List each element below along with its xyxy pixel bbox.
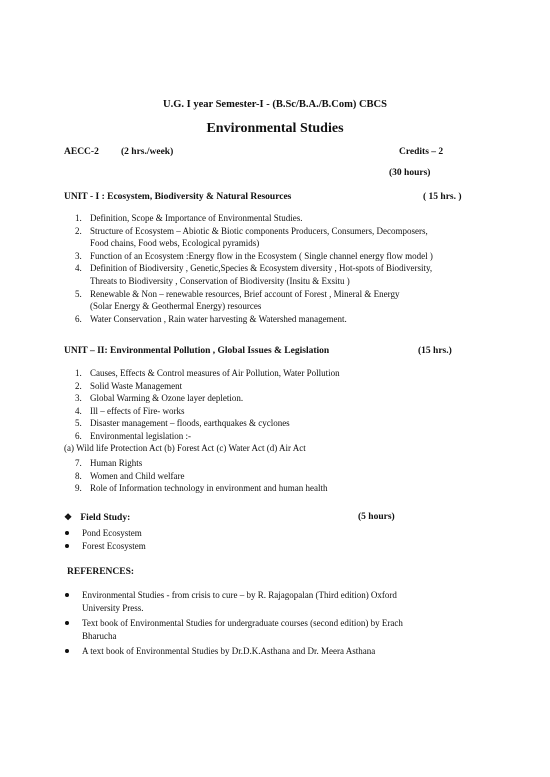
page-title: Environmental Studies (206, 121, 344, 136)
list-item: 8. Women and Child welfare (75, 470, 185, 481)
list-item: 6. Environmental legislation :- (75, 430, 191, 441)
list-item: 2. Structure of Ecosystem – Abiotic & Biotic components Producers, Consumers, Decomposers, Food chains, Food webs, Ecological pyramids) (75, 225, 428, 249)
field-study-title: ❖ Field Study: (64, 512, 131, 523)
list-item: Text book of Environmental Studies for undergraduate courses (second edition) by Erach Bharucha (62, 617, 512, 642)
field-study-list (62, 527, 502, 552)
diamond-bullet-icon: ❖ (64, 512, 73, 522)
unit2-list-a (75, 367, 515, 443)
list-item: Pond Ecosystem (62, 527, 502, 540)
list-item: 4. Ill – effects of Fire- works (75, 405, 185, 416)
field-study-hours: (5 hours) (358, 512, 395, 522)
course-line: U.G. I year Semester-I - (B.Sc/B.A./B.Com) CBCS (163, 99, 387, 110)
unit1-title: UNIT - I : Ecosystem, Biodiversity & Natural Resources (64, 192, 292, 202)
list-item: Forest Ecosystem (62, 540, 502, 553)
list-item: 4. Definition of Biodiversity , Genetic,Species & Ecosystem diversity , Hot-spots of Biodiversity, Threats to Biodiversity , Conservation of Biodiversity (Insitu & Exsitu ) (75, 263, 433, 286)
references-list (62, 589, 512, 658)
total-hours: (30 hours) (389, 168, 431, 178)
list-item: 3. Function of an Ecosystem :Energy flow in the Ecosystem ( Single channel energy flow model ) (75, 250, 433, 261)
course-code: AECC-2 (64, 147, 99, 157)
bullet-icon (65, 621, 69, 625)
bullet-icon (65, 649, 69, 653)
list-item: 7. Human Rights (75, 458, 143, 468)
bullet-icon (65, 544, 69, 548)
list-item: Environmental Studies - from crisis to cure – by R. Rajagopalan (Third edition) Oxford University Press. (62, 589, 512, 614)
references-title: REFERENCES: (67, 567, 135, 577)
unit2-list-b (75, 457, 515, 495)
list-item: 9. Role of Information technology in environment and human health (75, 483, 328, 494)
bullet-icon (65, 531, 69, 535)
list-item: 3. Global Warming & Ozone layer depletion. (75, 393, 244, 404)
credits: Credits – 2 (399, 147, 444, 157)
list-item: 1. Causes, Effects & Control measures of Air Pollution, Water Pollution (75, 368, 340, 378)
unit2-hours: (15 hrs.) (418, 346, 452, 356)
unit1-hours: ( 15 hrs. ) (423, 192, 462, 202)
list-item: A text book of Environmental Studies by Dr.D.K.Asthana and Dr. Meera Asthana (62, 645, 512, 658)
list-item: 5. Renewable & Non – renewable resources, Brief account of Forest , Mineral & Energy (Solar Energy & Geothermal Energy) resources (75, 288, 400, 312)
list-item: 2. Solid Waste Management (75, 380, 183, 391)
bullet-icon (65, 593, 69, 597)
list-item: 6. Water Conservation , Rain water harvesting & Watershed management. (75, 313, 347, 324)
hours-per-week: (2 hrs./week) (121, 147, 174, 157)
list-item: 1. Definition, Scope & Importance of Environmental Studies. (75, 213, 303, 223)
unit2-title: UNIT – II: Environmental Pollution , Global Issues & Legislation (64, 346, 330, 356)
unit1-list (75, 212, 515, 325)
legislation-acts: (a) Wild life Protection Act (b) Forest Act (c) Water Act (d) Air Act (64, 443, 306, 453)
list-item: 5. Disaster management – floods, earthquakes & cyclones (75, 418, 290, 429)
